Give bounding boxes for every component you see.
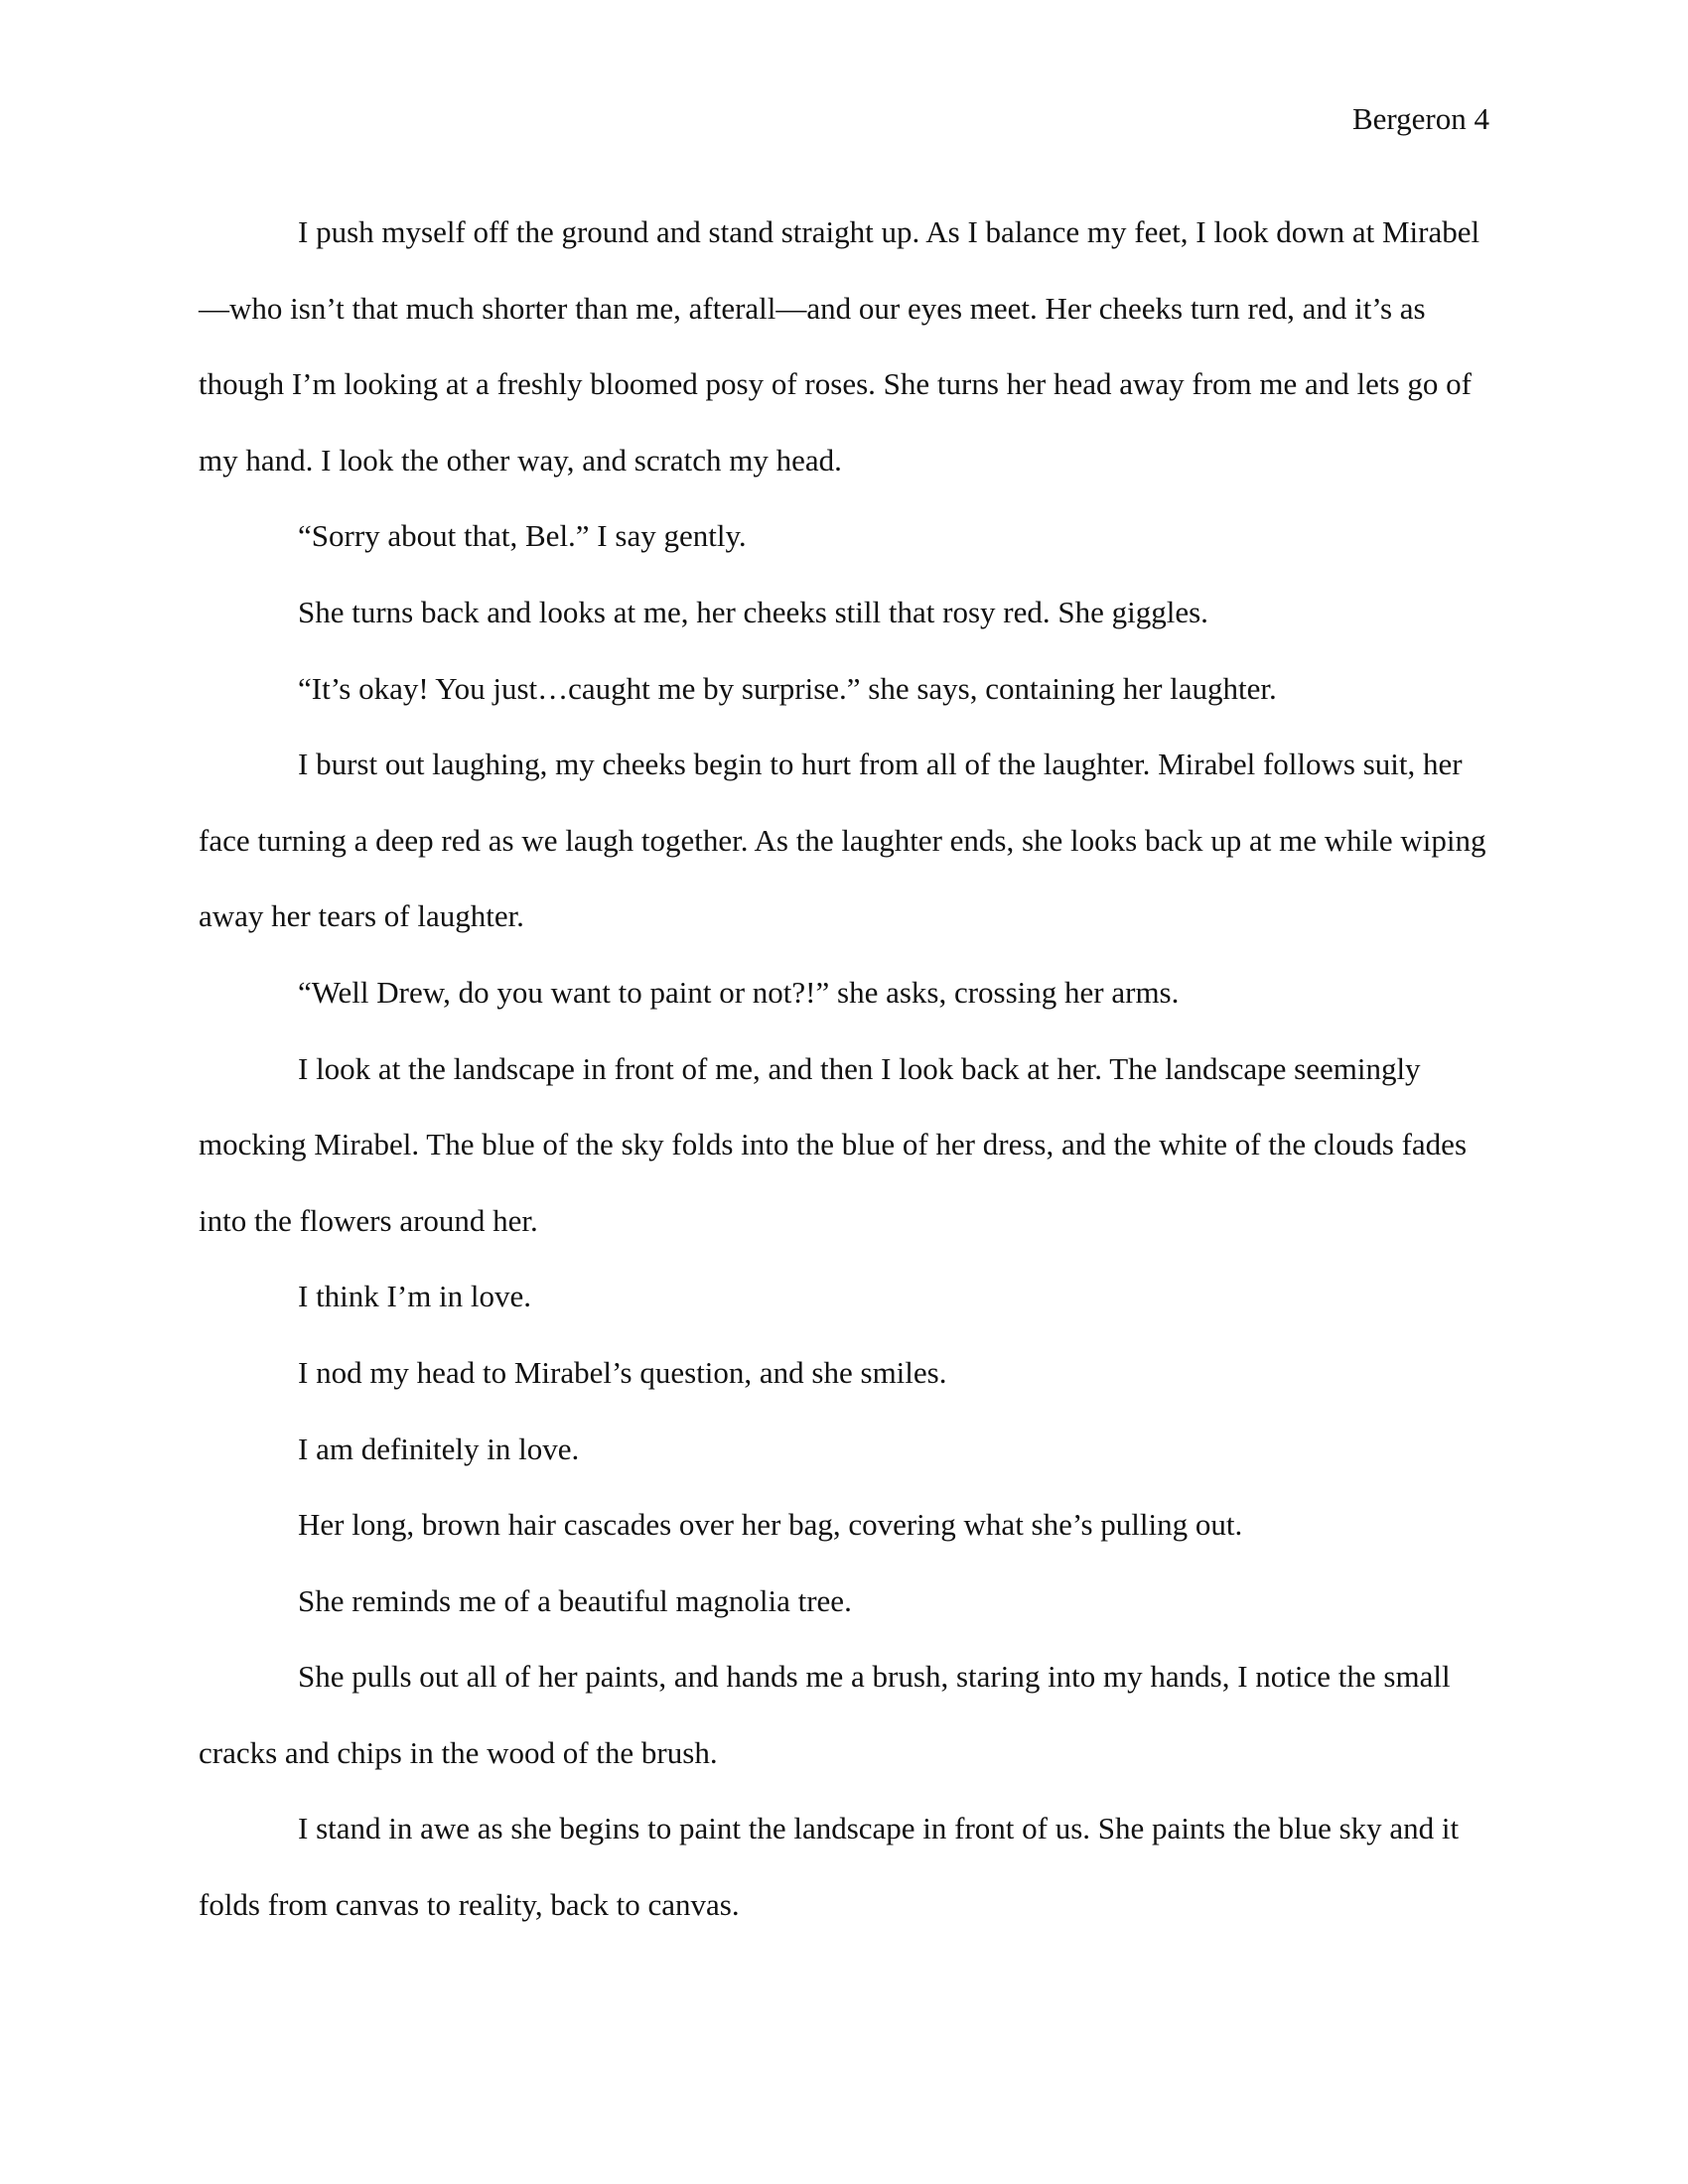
paragraph: She reminds me of a beautiful magnolia tree.: [298, 1582, 852, 1618]
paragraph: I stand in awe as she begins to paint the landscape in front of us. She paints the blue sky and it folds from canvas to reality, back to canvas.: [199, 1811, 1460, 1923]
paragraph: “It’s okay! You just…caught me by surprise.” she says, containing her laughter.: [298, 670, 1277, 706]
paragraph: I push myself off the ground and stand straight up. As I balance my feet, I look down at Mirabel—who isn’t that much shorter than me, afterall—and our eyes meet. Her cheeks turn red, and it’s as though I’m looking at a freshly bloomed posy of roses. She turns her head away from me and lets go of my hand. I look the other way, and scratch my head.: [199, 214, 1480, 478]
paragraph: I look at the landscape in front of me, and then I look back at her. The landscape seemingly mocking Mirabel. The blue of the sky folds into the blue of her dress, and the white of the clouds fades into the flowers around her.: [199, 1050, 1468, 1238]
paragraph: She pulls out all of her paints, and hands me a brush, staring into my hands, I notice the small cracks and chips in the wood of the brush.: [199, 1659, 1451, 1770]
paragraph: I think I’m in love.: [298, 1279, 532, 1314]
body-text: [199, 195, 1489, 1944]
paragraph: I nod my head to Mirabel’s question, and she smiles.: [298, 1354, 947, 1390]
running-head: Bergeron 4: [1351, 101, 1489, 136]
paragraph: “Sorry about that, Bel.” I say gently.: [298, 518, 747, 554]
paragraph: I burst out laughing, my cheeks begin to hurt from all of the laughter. Mirabel follows suit, her face turning a deep red as we laugh together. As the laughter ends, she looks back up at me while wiping away her tears of laughter.: [199, 747, 1486, 934]
paragraph: I am definitely in love.: [298, 1431, 580, 1466]
paragraph: Her long, brown hair cascades over her bag, covering what she’s pulling out.: [298, 1507, 1243, 1543]
paragraph: She turns back and looks at me, her cheeks still that rosy red. She giggles.: [298, 594, 1208, 629]
paragraph: “Well Drew, do you want to paint or not?!” she asks, crossing her arms.: [298, 974, 1180, 1010]
